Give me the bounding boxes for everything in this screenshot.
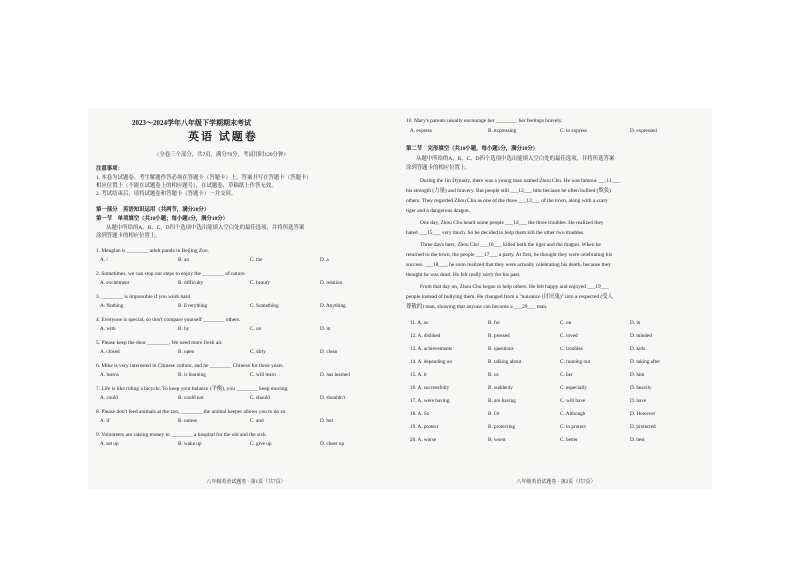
section2-instructions: 涂到答题卡的相应位置上。 [406,165,471,171]
option: 18. A. So [410,411,430,417]
option: D. him [630,372,645,378]
option: D. a [320,257,329,263]
option: C. Something [250,303,279,309]
option: A. closed [100,349,120,355]
option: D. clean [320,349,338,355]
option: B. us [488,372,499,378]
question-stem: 5. Please keep the door ________. We need more fresh air. [96,340,223,346]
option: C. on [250,326,262,332]
note-line: 相应位置上（不能在试题卷上的相应题号），在试题卷、草稿纸上作答无效。 [96,183,277,189]
question-stem: 6. Mike is very interested in Chinese culture, and he ________ Chinese for three years. [96,363,284,369]
option: C. the [250,257,263,263]
option: C. should [250,395,270,401]
question-stem: 4. Everyone is special, so don't compare yourself ________ others. [96,317,241,323]
exam-info: （全卷三个部分，共7页，满分70分，考试用时120分钟） [154,152,289,158]
option: B. are having [488,398,516,404]
option: C. will have [560,398,586,404]
option: B. unless [178,418,198,424]
part1-heading: 第一部分 英语知识运用（共两节，满分20分） [96,207,210,213]
option: D. best [630,437,645,443]
option: D. taking after [630,359,661,365]
section2-instructions: 从题中所给的A、B、C、D四个选项中选出能填入空白处的最佳选项，并将所选答案 [416,156,615,162]
exam-sheet [88,108,712,490]
option: D. in [630,320,641,326]
option: D. shouldn't [320,395,346,401]
notes-heading: 注意事项： [96,166,123,172]
section1-instructions: 涂到答题卡的相应位置上。 [96,233,161,239]
option: D. minded [630,333,652,339]
option: C. better [560,437,578,443]
option: 16. A. successfully [410,385,450,391]
question-stem: 9. Volunteers are raising money to ________ a hospital for the old and the sick. [96,432,268,438]
option: B. is learning [178,372,206,378]
option: D. cheer up [320,441,345,447]
option: A. / [100,257,108,263]
option: A. express [410,128,432,134]
note-line: 2. 考试结束后，请将试题卷和答题卡（答题卡）一并交回。 [96,191,237,197]
option: B. Everything [178,303,208,309]
section2-heading: 第二节 完形填空（共10小题，每小题1分，满分10分） [406,146,539,152]
passage-line: others. They regarded Zhou Chu as one of the three ___13___ of the town, along with a scary [406,198,608,204]
question-stem: 3. ________ is impossible if you work hard. [96,294,192,300]
option: B. pressed [488,333,510,339]
passage-line: thought he was dead. He felt really sorry for his past. [406,272,521,278]
option: C. her [560,372,573,378]
option: A. with [100,326,116,332]
option: B. open [178,349,195,355]
passage-line: Three days later, Zhou Chu ___16___ killed both the tiger and the dragon. When he [420,242,601,248]
option: B. wake up [178,441,202,447]
option: B. worst [488,437,506,443]
option: D. However [630,411,656,417]
option: C. to protect [560,424,586,430]
option: 17. A. were having [410,398,450,404]
exam-title: 2023～2024学年八年级下学期期末考试 [132,119,251,127]
option: B. difficulty [178,280,204,286]
option: C. will learn [250,372,276,378]
option: B. expressing [488,128,517,134]
passage-line: One day, Zhou Chu heard some people ___14___ the three troubles. He realized they [420,220,604,226]
option: D. but [320,418,333,424]
option: C. and [250,418,264,424]
passage-line: From that day on, Zhou Chu began to help others. He felt happy and enjoyed ___19___ [420,284,609,290]
option: A. if [100,418,110,424]
option: C. running out [560,359,591,365]
option: B. could not [178,395,204,401]
option: D. in [320,326,331,332]
option: D. have [630,398,647,404]
page-footer: 八年级英语试题卷 · 第1页（共7页） [206,480,286,485]
option: 11. A. as [410,320,428,326]
section1-heading: 第一节 单项填空（共10小题；每小题1分，满分10分） [96,216,229,222]
option: D. has learned [320,372,350,378]
option: C. to express [560,128,587,134]
option: D. kids [630,346,645,352]
passage-line: tiger and a dangerous dragon. [406,208,470,214]
option: A. excitement [100,280,130,286]
note-line: 1. 本卷为试题卷。考生解题作答必须在答题卡（答题卡）上，答案书写在答题卡（答题卡） [96,175,312,181]
option: D. heavily [630,385,652,391]
page-1 [96,108,396,490]
option: A. set up [100,441,119,447]
option: B. an [178,257,189,263]
option: B. protecting [488,424,516,430]
question-stem: 10. Mary's parents usually encourage her ________ her feelings bravely. [406,118,563,124]
option: A. learns [100,372,119,378]
question-stem: 1. Menglan is ________ adult panda in Beijing Zoo. [96,248,209,254]
option: B. suddenly [488,385,513,391]
option: C. beauty [250,280,270,286]
option: A. could [100,395,118,401]
subject-title: 英语 试题卷 [188,131,258,143]
option: B. questions [488,346,514,352]
passage-line: people instead of bullying them. He changed from a "nuisance (讨厌鬼)" into a respected (受人 [406,294,613,300]
option: A. Nothing [100,303,124,309]
option: D. relation [320,280,343,286]
option: C. dirty [250,349,266,355]
question-stem: 8. Please don't feed animals at the zoo, ________ the animal keeper allows you to do so. [96,409,287,415]
option: D. expressed [630,128,657,134]
option: C. especially [560,385,587,391]
option: 13. A. achievements [410,346,453,352]
passage-line: returned to the town, the people ___17___ a party. At first, he thought they were celebrating his [406,252,613,258]
section1-instructions: 从题中所给的A、B、C、D四个选项中选出能填入空白处的最佳选项，并将所选答案 [106,225,305,231]
option: 15. A. it [410,372,427,378]
option: 12. A. disliked [410,333,441,339]
option: C. give up [250,441,272,447]
option: C. troubles [560,346,583,352]
option: 19. A. protect [410,424,439,430]
option: B. Or [488,411,500,417]
passage-line: During the Jin Dynasty, there was a young man named Zhou Chu. He was famous ___11___ [420,178,620,184]
passage-line: 尊敬的) man, showing that anyone can become a ___20___ man. [406,304,548,310]
passage-line: success. ___18___, he soon realized that they were actually celebrating his death, because they [406,262,611,268]
option: D. protected [630,424,656,430]
option: C. Although [560,411,586,417]
option: B. for [488,320,501,326]
option: 14. A. depending on [410,359,452,365]
option: D. Anything [320,303,346,309]
page-2 [406,108,706,490]
question-stem: 7. Life is like riding a bicycle. To keep your balance (平衡), you ________ keep moving. [96,386,289,392]
page-footer: 八年级英语试题卷 · 第2页（共7页） [516,480,596,485]
question-stem: 2. Sometimes, we can stop our steps to enjoy the ________ of nature. [96,271,246,277]
option: B. talking about [488,359,522,365]
passage-line: his strength (力量) and bravery. But people still ___12___ him because he often bullied (欺负) [406,188,611,194]
option: C. on [560,320,572,326]
passage-line: hated ___15___ very much. So he decided to help them kill the other two troubles. [406,230,585,236]
option: 20. A. worse [410,437,437,443]
option: B. by [178,326,190,332]
option: C. loved [560,333,578,339]
